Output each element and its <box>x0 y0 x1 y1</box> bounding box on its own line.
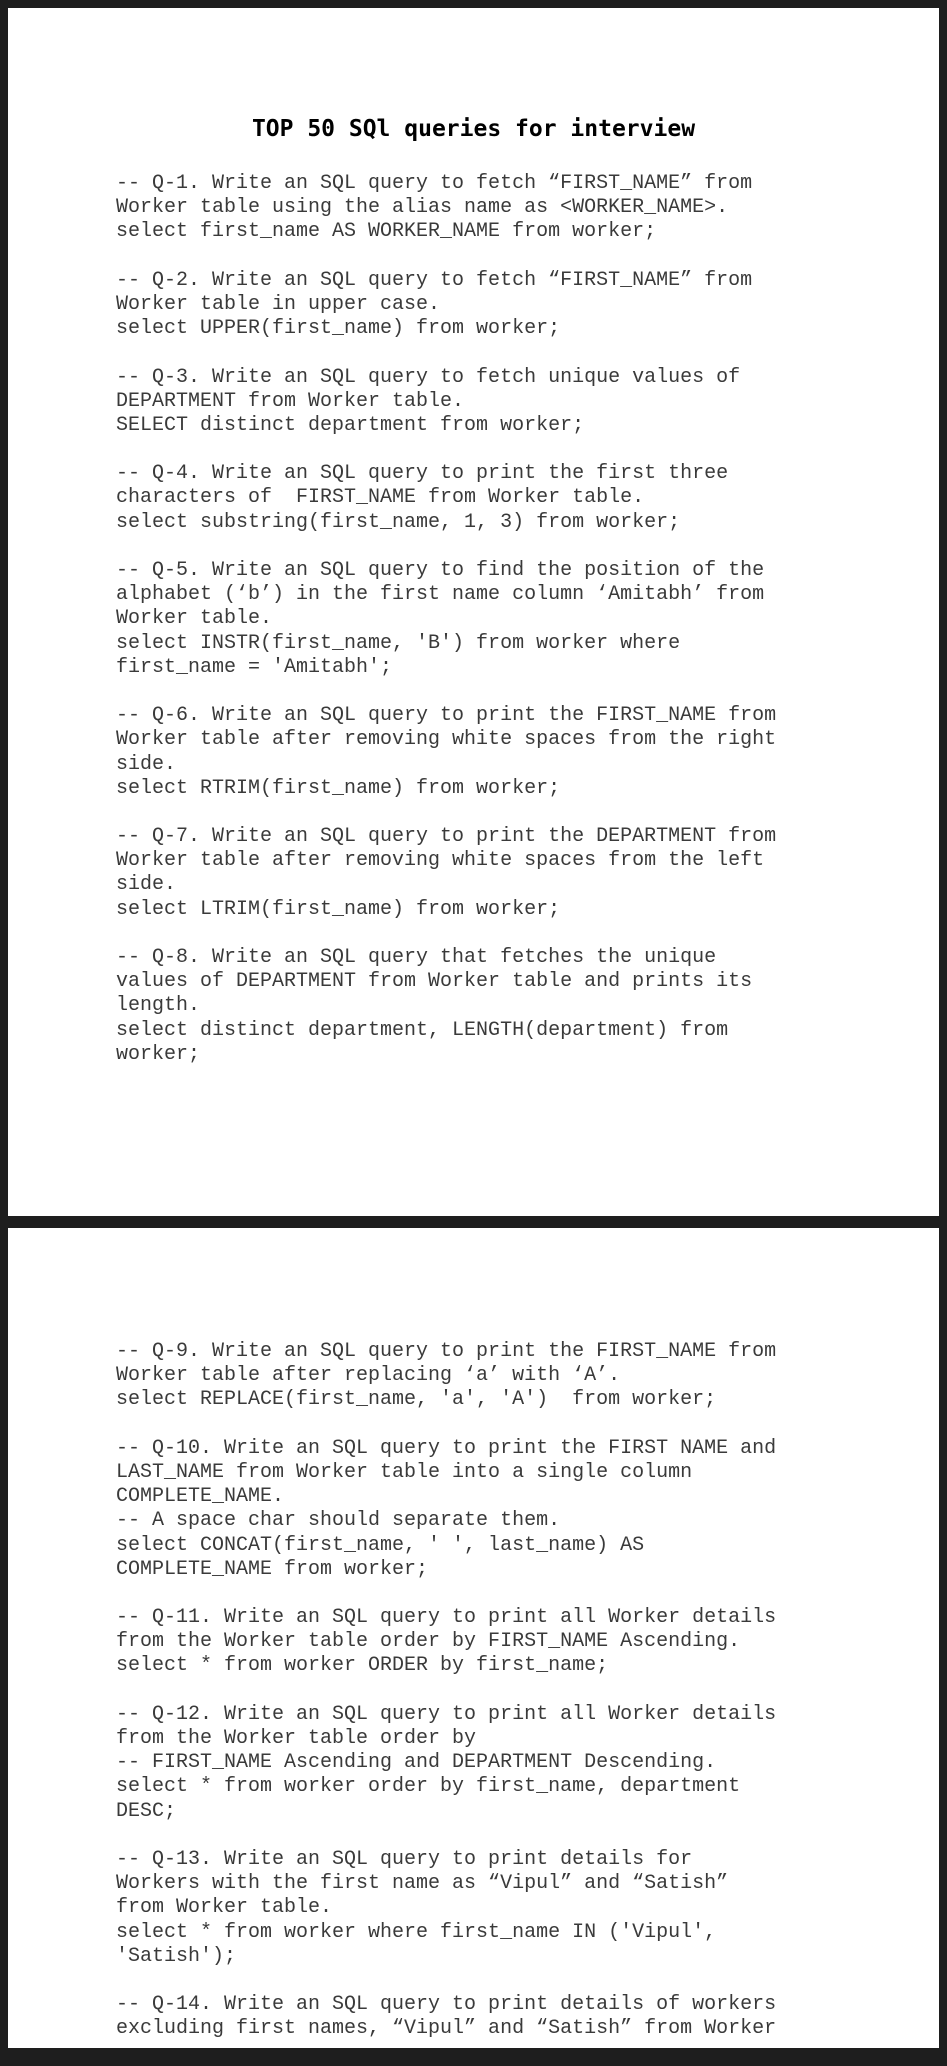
query-block <box>116 1993 916 2041</box>
text-line: -- Q-12. Write an SQL query to print all Worker details <box>116 1702 777 1726</box>
text-line: SELECT distinct department from worker; <box>116 413 585 437</box>
query-block <box>116 1437 916 1582</box>
text-line: -- Q-1. Write an SQL query to fetch “FIRST_NAME” from <box>116 172 753 195</box>
text-line: DESC; <box>116 1799 177 1823</box>
text-line: -- Q-13. Write an SQL query to print details for <box>116 1847 693 1871</box>
text-line: -- Q-5. Write an SQL query to find the position of the <box>116 559 765 582</box>
text-line: select RTRIM(first_name) from worker; <box>116 776 561 800</box>
query-block <box>116 559 916 680</box>
text-line: excluding first names, “Vipul” and “Satish” from Worker <box>116 2017 777 2041</box>
query-block <box>116 462 916 535</box>
text-line: -- Q-9. Write an SQL query to print the FIRST_NAME from <box>116 1340 777 1363</box>
text-line: -- Q-2. Write an SQL query to fetch “FIRST_NAME” from <box>116 268 753 292</box>
text-line: LAST_NAME from Worker table into a single column <box>116 1460 693 1484</box>
text-line: select LTRIM(first_name) from worker; <box>116 897 561 921</box>
query-block <box>116 366 916 439</box>
query-block <box>116 946 916 1067</box>
text-line: worker; <box>116 1042 201 1066</box>
document-page-1 <box>8 8 939 1216</box>
text-line: -- FIRST_NAME Ascending and DEPARTMENT Descending. <box>116 1751 717 1775</box>
text-line: select REPLACE(first_name, 'a', 'A') from worker; <box>116 1388 717 1412</box>
text-line: side. <box>116 752 177 776</box>
text-line: length. <box>116 994 201 1018</box>
text-line: -- Q-8. Write an SQL query that fetches the unique <box>116 946 717 969</box>
text-line: COMPLETE_NAME. <box>116 1485 285 1509</box>
text-line: select * from worker ORDER by first_name; <box>116 1654 609 1678</box>
text-line: characters of FIRST_NAME from Worker table. <box>116 486 645 510</box>
text-line: select UPPER(first_name) from worker; <box>116 317 561 341</box>
text-line: from the Worker table order by FIRST_NAME Ascending. <box>116 1630 741 1654</box>
text-line: Workers with the first name as “Vipul” and “Satish” <box>116 1872 729 1896</box>
text-line: Worker table. <box>116 607 273 631</box>
text-line: -- Q-7. Write an SQL query to print the DEPARTMENT from <box>116 825 777 849</box>
text-line: from Worker table. <box>116 1896 333 1920</box>
text-line: Worker table after replacing ‘a’ with ‘A’. <box>116 1364 621 1388</box>
text-line: side. <box>116 873 177 897</box>
text-line: select * from worker order by first_name, department <box>116 1775 741 1799</box>
text-line: from the Worker table order by <box>116 1727 477 1750</box>
document-page-2 <box>8 1228 939 2048</box>
text-line: select CONCAT(first_name, ' ', last_name) AS <box>116 1533 645 1557</box>
text-line: Worker table using the alias name as <WORKER_NAME>. <box>116 196 729 220</box>
text-line: -- Q-11. Write an SQL query to print all Worker details <box>116 1606 777 1630</box>
text-line: -- Q-14. Write an SQL query to print details of workers <box>116 1993 777 2017</box>
text-line: alphabet (‘b’) in the first name column ‘Amitabh’ from <box>116 583 765 607</box>
query-block <box>116 172 916 245</box>
text-line: -- Q-10. Write an SQL query to print the FIRST NAME and <box>116 1436 777 1460</box>
document-title: TOP 50 SQl queries for interview <box>251 116 696 142</box>
text-line: -- Q-4. Write an SQL query to print the first three <box>116 462 729 486</box>
text-line: select substring(first_name, 1, 3) from worker; <box>116 510 681 534</box>
text-line: Worker table after removing white spaces from the right <box>116 728 777 752</box>
text-line: Worker table in upper case. <box>116 292 441 316</box>
text-line: first_name = 'Amitabh'; <box>116 655 393 679</box>
query-block <box>116 1848 916 1969</box>
text-line: COMPLETE_NAME from worker; <box>116 1557 429 1581</box>
query-block <box>116 704 916 801</box>
text-line: select * from worker where first_name IN ('Vipul', <box>116 1920 717 1944</box>
query-block <box>116 1340 916 1413</box>
query-block <box>116 1703 916 1824</box>
text-line: 'Satish'); <box>116 1944 237 1968</box>
text-line: select distinct department, LENGTH(department) from <box>116 1018 729 1042</box>
text-line: DEPARTMENT from Worker table. <box>116 389 465 413</box>
text-line: select first_name AS WORKER_NAME from worker; <box>116 220 657 244</box>
text-line: select INSTR(first_name, 'B') from worker where <box>116 631 681 655</box>
page-1-content <box>116 172 916 1091</box>
query-block <box>116 825 916 922</box>
query-block <box>116 269 916 342</box>
page-2-content <box>116 1340 916 2066</box>
text-line: -- Q-6. Write an SQL query to print the FIRST_NAME from <box>116 704 777 728</box>
text-line: values of DEPARTMENT from Worker table and prints its <box>116 970 753 994</box>
text-line: Worker table after removing white spaces from the left <box>116 849 765 873</box>
query-block <box>116 1606 916 1679</box>
text-line: -- A space char should separate them. <box>116 1509 561 1533</box>
text-line: -- Q-3. Write an SQL query to fetch unique values of <box>116 365 741 389</box>
